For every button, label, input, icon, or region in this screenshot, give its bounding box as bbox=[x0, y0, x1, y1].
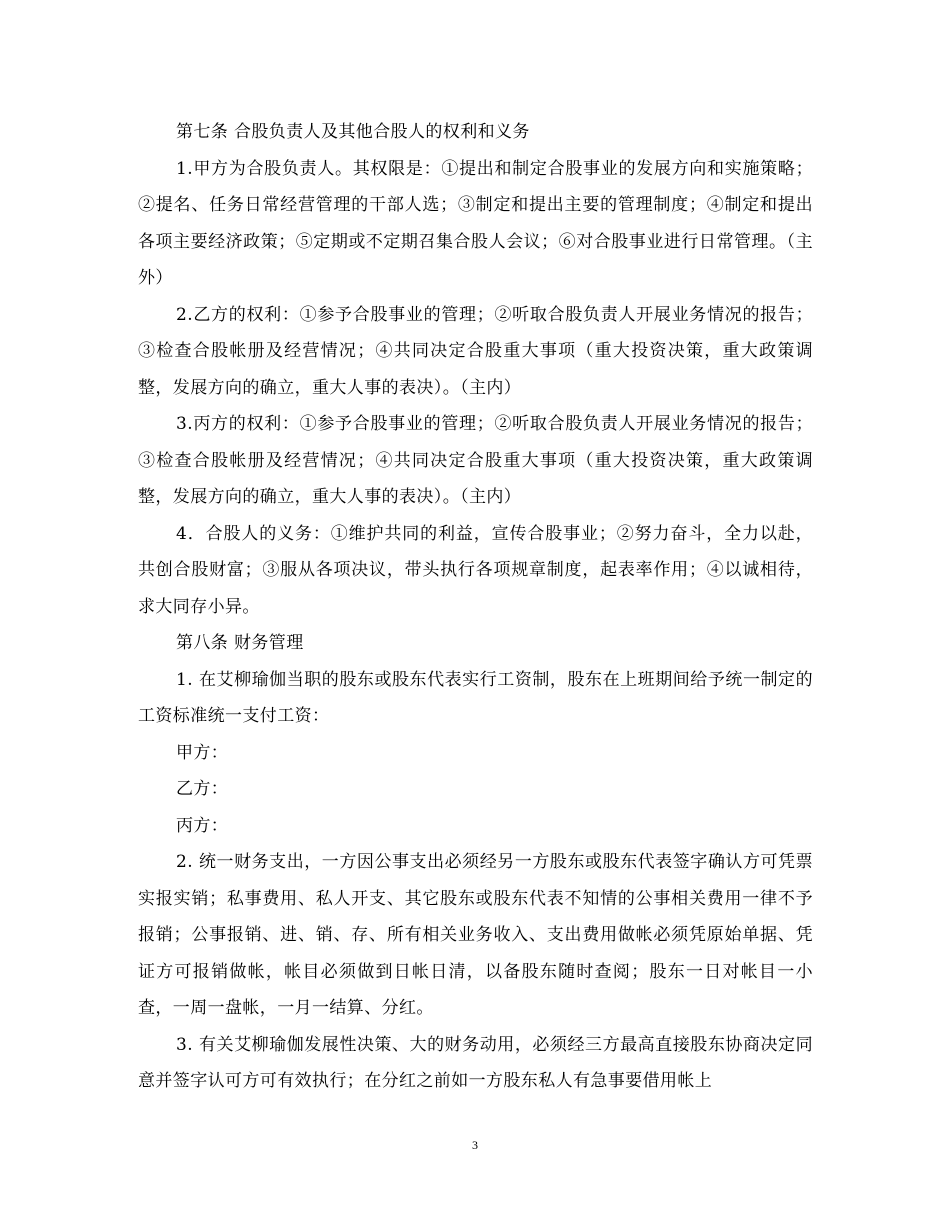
document-body bbox=[138, 114, 813, 1100]
article-8-clause-1: 1. 在艾柳瑜伽当职的股东或股东代表实行工资制，股东在上班期间给予统一制定的工资标准统一支付工资： bbox=[138, 669, 813, 726]
article-8-clause-2: 2. 统一财务支出，一方因公事支出必须经另一方股东或股东代表签字确认方可凭票实报实销；私事费用、私人开支、其它股东或股东代表不知情的公事相关费用一律不予报销；公事报销、进、销、存、所有相关业务收入、支出费用做帐必须凭原始单据、凭证方可报销做帐，帐目必须做到日帐日清，以备股东随时查阅；股东一日对帐目一小查，一周一盘帐，一月一结算、分红。 bbox=[138, 852, 813, 1018]
article-7-clause-2: 2.乙方的权利：①参予合股事业的管理；②听取合股负责人开展业务情况的报告；③检查合股帐册及经营情况；④共同决定合股重大事项（重大投资决策，重大政策调整，发展方向的确立，重大人事的表决）。（主内） bbox=[138, 304, 813, 398]
article-7-heading: 第七条 合股负责人及其他合股人的权利和义务 bbox=[176, 122, 530, 142]
article-7-clause-1: 1.甲方为合股负责人。其权限是：①提出和制定合股事业的发展方向和实施策略；②提名、任务日常经营管理的干部人选；③制定和提出主要的管理制度；④制定和提出各项主要经济政策；⑤定期或不定期召集合股人会议；⑥对合股事业进行日常管理。（主外） bbox=[138, 158, 813, 288]
page-number: 3 bbox=[472, 1138, 478, 1152]
article-7-clause-3: 3.丙方的权利：①参予合股事业的管理；②听取合股负责人开展业务情况的报告；③检查合股帐册及经营情况；④共同决定合股重大事项（重大投资决策，重大政策调整，发展方向的确立，重大人事的表决）。（主内） bbox=[138, 414, 813, 507]
party-a-salary-line: 甲方： bbox=[176, 742, 229, 763]
party-b-salary-line: 乙方： bbox=[176, 779, 229, 799]
article-8-heading: 第八条 财务管理 bbox=[176, 633, 304, 653]
article-7-clause-4: 4．合股人的义务：①维护共同的利益，宣传合股事业；②努力奋斗，全力以赴，共创合股财富；③服从各项决议，带头执行各项规章制度，起表率作用；④以诚相待，求大同存小异。 bbox=[138, 523, 813, 617]
article-8-clause-3: 3. 有关艾柳瑜伽发展性决策、大的财务动用，必须经三方最高直接股东协商决定同意并签字认可方可有效执行；在分红之前如一方股东私人有急事要借用帐上 bbox=[138, 1034, 813, 1091]
party-c-salary-line: 丙方： bbox=[176, 815, 229, 836]
